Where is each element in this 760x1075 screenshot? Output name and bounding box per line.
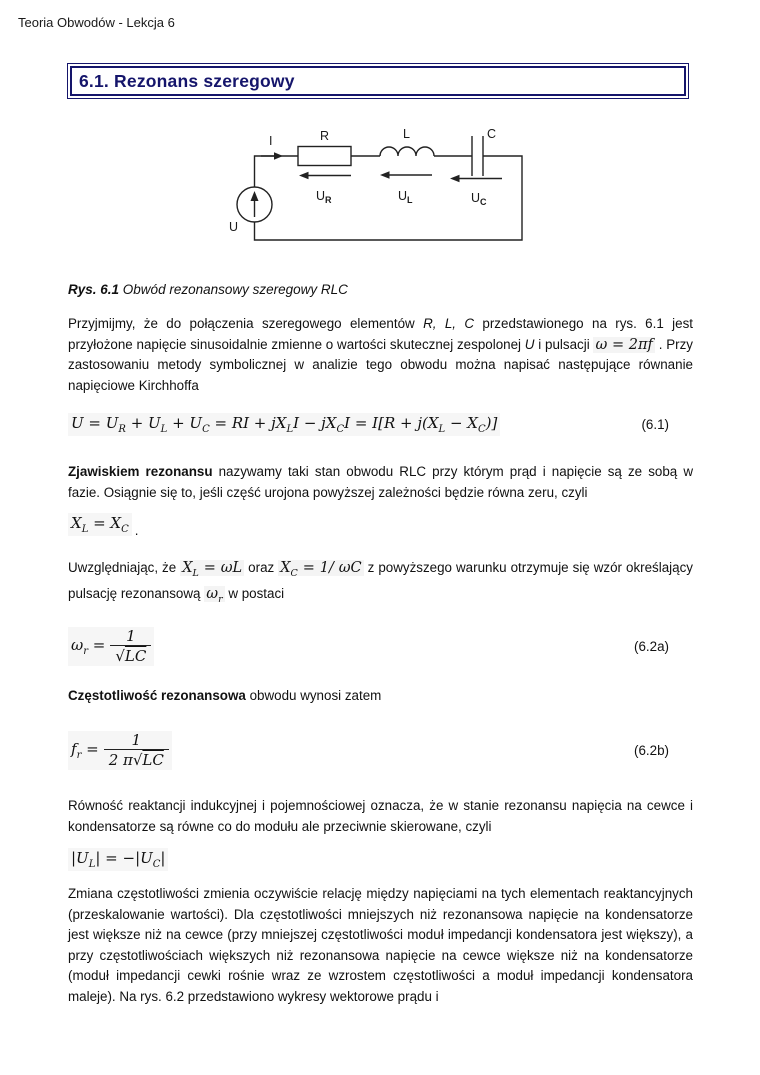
text: Równość reaktancji indukcyjnej i pojemnościowej oznacza, że w stanie rezonansu napięcia na cewce i kondensatorze są równe co do modułu ale przeciwnie skierowane, czyli bbox=[68, 798, 693, 834]
text: w postaci bbox=[224, 586, 285, 602]
text: Przyjmijmy, że do połączenia szeregowego elementów bbox=[68, 316, 424, 331]
paragraph-frequency bbox=[68, 686, 693, 707]
text-bold: Częstotliwość rezonansowa bbox=[68, 688, 246, 703]
inline-math-omega: ω = 2πf bbox=[595, 336, 653, 353]
text: z powyższego warunku otrzymuje się wzór określający pulsację rezonansową bbox=[68, 560, 693, 602]
equation-6-2a-math: $\omega_r$ = $\frac{1}{√LC}$ bbox=[68, 627, 154, 666]
ur-arrowhead bbox=[299, 172, 309, 180]
equation-xl-xc-math: $X_L = X_C$ bbox=[68, 513, 132, 536]
paragraph-intro bbox=[68, 314, 693, 396]
text: i pulsacji bbox=[534, 336, 594, 352]
paragraph-resonance-definition bbox=[68, 462, 693, 503]
paragraph-pulsation bbox=[68, 558, 693, 611]
ul-label: $U_L$ bbox=[398, 189, 413, 205]
inline-math-xl: $X_L = \omega L$ bbox=[182, 560, 243, 579]
ul-arrowhead bbox=[380, 171, 390, 179]
figure-caption bbox=[68, 282, 348, 297]
text: przedstawionego na rys. 6.1 jest przyłożone napięcie sinusoidalnie zmienne o wartości skutecznej zespolonej bbox=[68, 316, 693, 352]
current-arrowhead bbox=[274, 152, 283, 160]
equation-6-2b bbox=[68, 726, 669, 774]
section-title: 6.1. Rezonans szeregowy bbox=[79, 70, 295, 91]
equation-6-1-math: $U = U_R + U_L + U_C$ = RI + $jX_LI - jX_CI = I[R + j(X_L - X_C)]$ bbox=[68, 413, 500, 436]
rlc-circuit-figure bbox=[225, 118, 545, 263]
source-label: U bbox=[229, 220, 239, 234]
capacitor-label: C bbox=[487, 127, 497, 141]
inline-math-omega-r: $\omega_r$ bbox=[206, 586, 223, 606]
section-title-box bbox=[70, 66, 686, 96]
text-italic: R, L, C bbox=[423, 316, 475, 331]
capacitor-symbol bbox=[472, 136, 483, 176]
text: obwodu wynosi zatem bbox=[245, 688, 382, 703]
figure-caption-text: Obwód rezonansowy szeregowy RLC bbox=[119, 282, 348, 297]
text: Zmiana częstotliwości zmienia oczywiście relację między napięciami na tych elementach reaktancyjnych (przeskalowanie wartości). Dla częstotliwości mniejszych niż rezonansowa napięcie na kondensatorze jest większe niż na cewce (przy mniejszej częstotliwości moduł impedancji kondensatora jest większy), a przy częstotliwościach większych niż rezonansowa napięcie na cewce większe niż na kondensatorze (moduł impedancji cewki rośnie wraz ze wzrostem częstotliwości a moduł impedancji kondensatora maleje). Na rys. 6.2 przedstawiono wykresy wektorowe prądu i bbox=[68, 886, 693, 1004]
inline-math-xc: $X_C = 1/$ ωC bbox=[280, 560, 362, 579]
equation-6-1 bbox=[68, 410, 669, 438]
equation-ul-uc bbox=[68, 845, 693, 873]
equation-6-2a bbox=[68, 622, 669, 670]
paragraph-frequency-change bbox=[68, 884, 693, 1008]
page-header: Teoria Obwodów - Lekcja 6 bbox=[18, 15, 175, 30]
figure-caption-label: Rys. 6.1 bbox=[68, 282, 120, 297]
equation-number: (6.1) bbox=[641, 416, 669, 432]
ur-label: $U_R$ bbox=[316, 189, 332, 205]
text-italic: U bbox=[524, 336, 535, 352]
equation-number: (6.2a) bbox=[634, 638, 669, 654]
period: . bbox=[134, 523, 139, 538]
inductor-symbol bbox=[380, 147, 434, 156]
uc-label: $U_C$ bbox=[471, 191, 487, 207]
equation-xl-xc bbox=[68, 510, 693, 538]
text-bold: Zjawiskiem rezonansu bbox=[68, 464, 213, 479]
resistor-label: R bbox=[320, 129, 330, 143]
equation-ul-uc-math: $|U_L| = -|U_C|$ bbox=[68, 848, 168, 871]
text: oraz bbox=[244, 560, 279, 575]
equation-number: (6.2b) bbox=[634, 742, 669, 758]
text: Uwzględniając, że bbox=[68, 560, 181, 575]
resistor-symbol bbox=[298, 147, 351, 166]
current-label: I bbox=[269, 134, 273, 148]
wire bbox=[255, 156, 299, 187]
text: nazywamy taki stan obwodu RLC przy którym prąd i napięcie są ze sobą w fazie. Osiągnie się to, jeśli część urojona powyższej zależności będzie równa zeru, czyli bbox=[68, 464, 693, 500]
paragraph-reactance-equality bbox=[68, 796, 693, 837]
uc-arrowhead bbox=[450, 175, 460, 183]
text: . Przy zastosowaniu metody symbolicznej w analizie tego obwodu można napisać następujące równanie napięciowe Kirchhoffa bbox=[68, 336, 693, 393]
equation-6-2b-math: $f_r$ = $\frac{1}{2 \pi√LC}$ bbox=[68, 731, 172, 770]
inductor-label: L bbox=[403, 127, 410, 141]
